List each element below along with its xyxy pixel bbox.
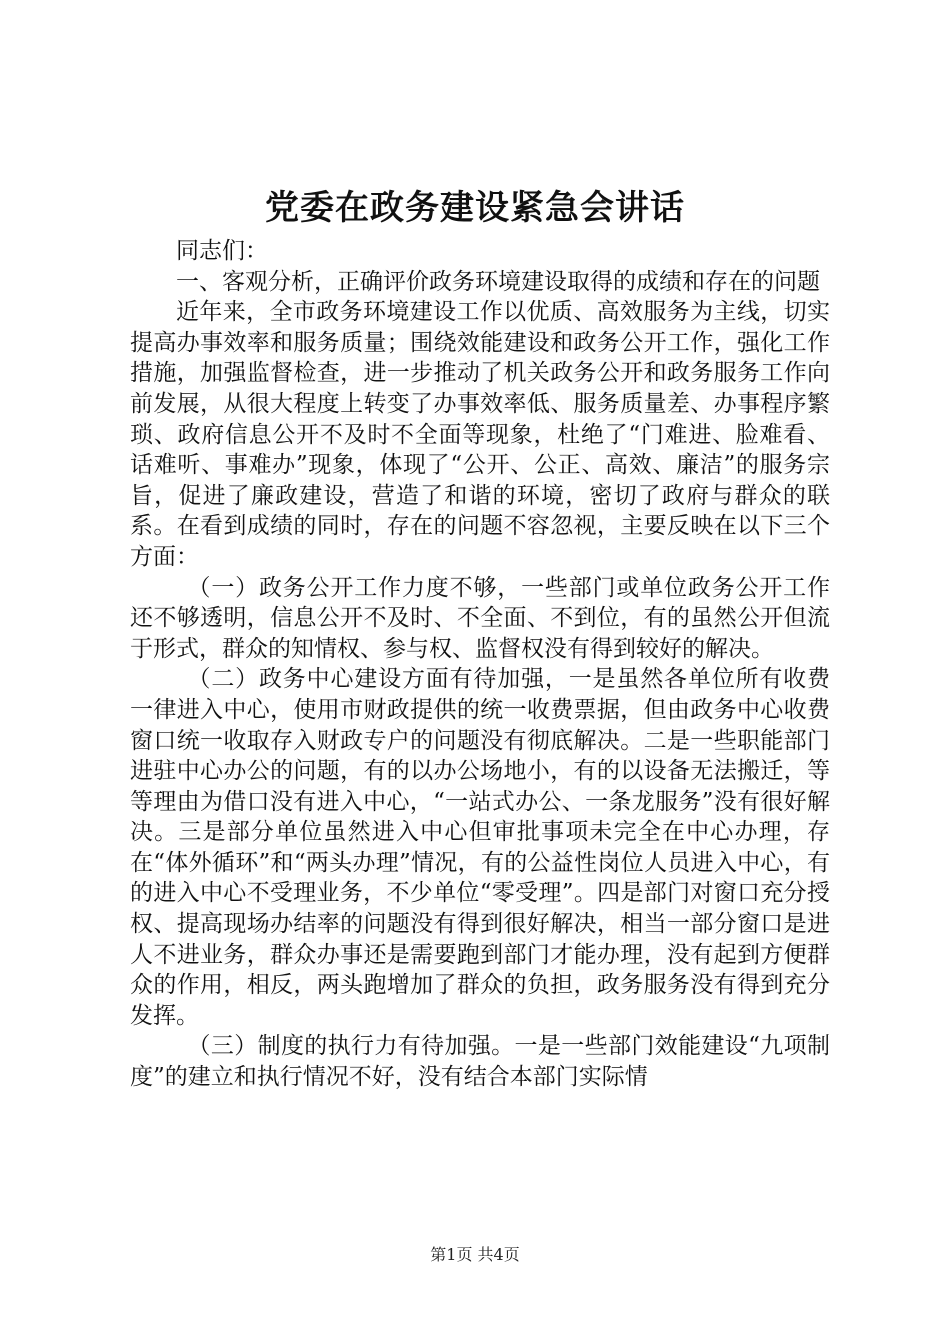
body-paragraph: （三）制度的执行力有待加强。一是一些部门效能建设“九项制度”的建立和执行情况不好，没有结合本部门实际情: [130, 1033, 830, 1091]
document-body: [130, 236, 830, 1093]
body-paragraph: （一）政务公开工作力度不够，一些部门或单位政务公开工作还不够透明，信息公开不及时、不全面、不到位，有的虽然公开但流于形式，群众的知情权、参与权、监督权没有得到较好的解决。: [130, 574, 830, 662]
body-paragraph: 近年来，全市政务环境建设工作以优质、高效服务为主线，切实提高办事效率和服务质量；围绕效能建设和政务公开工作，强化工作措施，加强监督检查，进一步推动了机关政务公开和政务服务工作向前发展，从很大程度上转变了办事效率低、服务质量差、办事程序繁琐、政府信息公开不及时不全面等现象，杜绝了“门难进、脸难看、话难听、事难办”现象，体现了“公开、公正、高效、廉洁”的服务宗旨，促进了廉政建设，营造了和谐的环境，密切了政府与群众的联系。在看到成绩的同时，存在的问题不容忽视，主要反映在以下三个方面：: [130, 299, 830, 570]
body-paragraph: （二）政务中心建设方面有待加强，一是虽然各单位所有收费一律进入中心，使用市财政提供的统一收费票据，但由政务中心收费窗口统一收取存入财政专户的问题没有彻底解决。二是一些职能部门进驻中心办公的问题，有的以办公场地小，有的以设备无法搬迁，等等理由为借口没有进入中心，“一站式办公、一条龙服务”没有很好解决。三是部分单位虽然进入中心但审批事项未完全在中心办理，存在“体外循环”和“两头办理”情况，有的公益性岗位人员进入中心，有的进入中心不受理业务，不少单位“零受理”。四是部门对窗口充分授权、提高现场办结率的问题没有得到很好解决，相当一部分窗口是进人不进业务，群众办事还是需要跑到部门才能办理，没有起到方便群众的作用，相反，两头跑增加了群众的负担，政务服务没有得到充分发挥。: [130, 666, 830, 1029]
section-heading-paragraph: 一、客观分析，正确评价政务环境建设取得的成绩和存在的问题: [176, 268, 820, 295]
document-title: 党委在政务建设紧急会讲话: [265, 188, 685, 228]
page-footer: 第1页 共4页: [430, 1245, 520, 1264]
salutation-paragraph: 同志们：: [176, 238, 268, 264]
